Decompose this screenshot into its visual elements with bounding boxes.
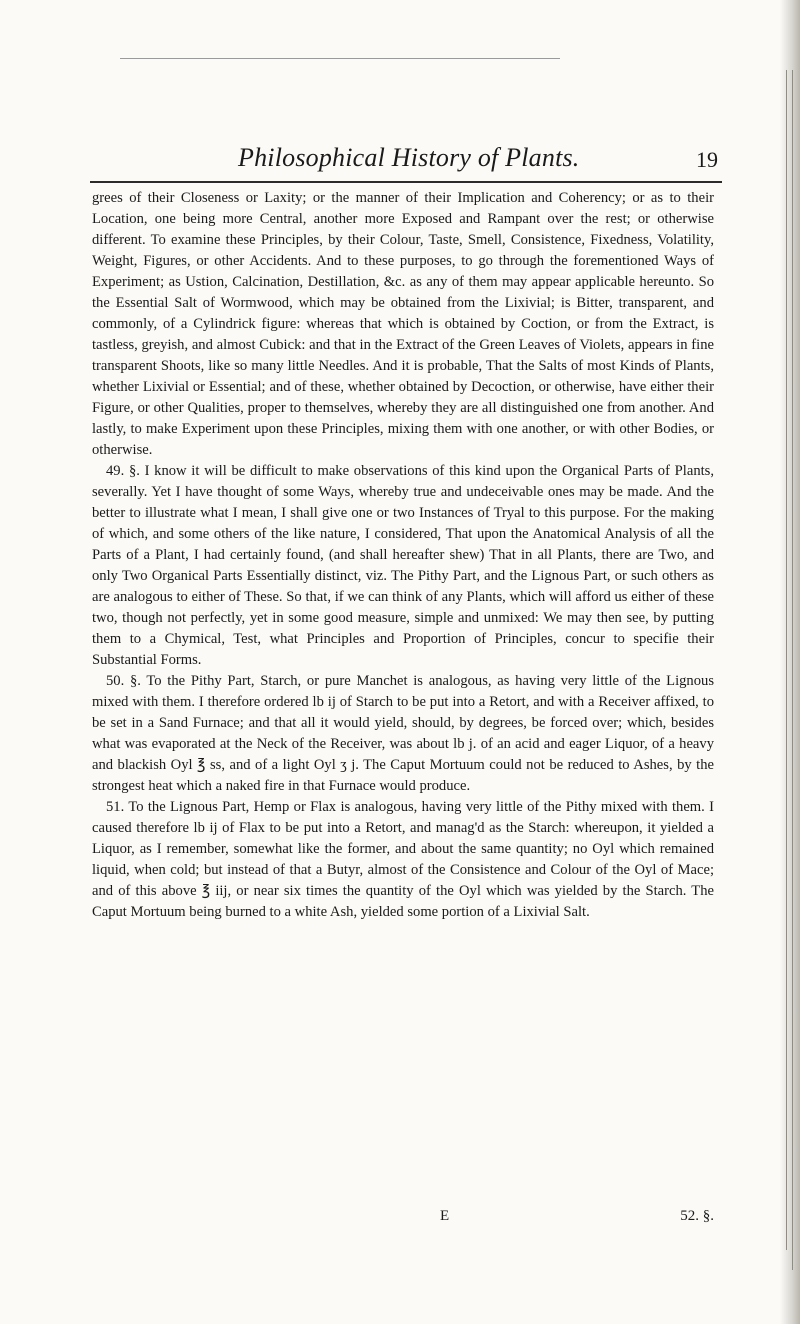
running-head: Philosophical History of Plants. (238, 143, 580, 172)
paragraph-continuation: grees of their Closeness or Laxity; or the manner of their Implication and Coherency; or as to their Location, one being more Central, another more Exposed and Rampant over the rest; or otherwise different. To examine these Principles, by their Colour, Taste, Smell, Consistence, Fixedness, Volatility, Weight, Figures, or other Accidents. And to these purposes, to go through the forementioned Ways of Experiment; as Ustion, Calcination, Destillation, &c. as any of them may appear applicable hereunto. So the Essential Salt of Wormwood, which may be obtained from the Lixivial; is Bitter, transparent, and commonly, of a Cylindrick figure: whereas that which is obtained by Coction, or from the Extract, is tastless, greyish, and almost Cubick: and that in the Extract of the Green Leaves of Violets, appears in fine transparent Shoots, like so many little Needles. And it is probable, That the Salts of most Kinds of Plants, whether Lixivial or Essential; and of these, whether obtained by Decoction, or otherwise, have either their Figure, or other Qualities, proper to themselves, whereby they are all distinguished one from another. And lastly, to make Experiment upon these Principles, mixing them with one another, or with other Bodies, or otherwise. (92, 190, 714, 458)
body-text (92, 188, 714, 923)
edge-line (792, 70, 793, 1270)
paragraph-51: 51. To the Lignous Part, Hemp or Flax is analogous, having very little of the Pithy mixed with them. I caused therefore lb ij of Flax to be put into a Retort, and manag'd as the Starch: whereupon, it yielded a Liquor, as I remember, somewhat like the former, and about the same quantity; no Oyl which remained liquid, when cold; but instead of that a Butyr, almost of the Consistence and Colour of the Oyl of Mace; and of this above ℥ iij, or near six times the quantity of the Oyl which was yielded by the Starch. The Caput Mortuum being burned to a white Ash, yielded some portion of a Lixivial Salt. (92, 799, 714, 920)
top-rule (120, 58, 560, 59)
paragraph-50: 50. §. To the Pithy Part, Starch, or pure Manchet is analogous, as having very little of the Lignous mixed with them. I therefore ordered lb ij of Starch to be put into a Retort, and with a Receiver affixed, to be set in a Sand Furnace; and that all it would yield, should, by degrees, be forced over; which, besides what was evaporated at the Neck of the Receiver, was about lb j. of an acid and eager Liquor, of a heavy and blackish Oyl ℥ ss, and of a light Oyl ʒ j. The Caput Mortuum could not be reduced to Ashes, by the strongest heat which a naked fire in that Furnace would produce. (92, 673, 714, 794)
catchword: 52. §. (680, 1208, 714, 1224)
page-header (88, 143, 748, 179)
page-number: 19 (696, 147, 718, 172)
paragraph-49: 49. §. I know it will be difficult to make observations of this kind upon the Organical Parts of Plants, severally. Yet I have thought of some Ways, whereby true and undeceivable ones may be made. And the better to illustrate what I mean, I shall give one or two Instances of Tryal to this purpose. For the making of which, and some others of the like nature, I considered, That upon the Anatomical Analysis of all the Parts of a Plant, I had certainly found, (and shall hereafter shew) That in all Plants, there are Two, and only Two Organical Parts Essentially distinct, viz. The Pithy Part, and the Lignous Part, or such others as are analogous to either of These. So that, if we can think of any Plants, which will afford us either of these two, though not perfectly, yet in some good measure, simple and unmixed: We may then see, by putting them to a Chymical, Test, what Principles and Proportion of Principles, concur to specifie their Substantial Forms. (92, 463, 714, 668)
header-rule (90, 181, 722, 183)
signature-mark: E (440, 1208, 450, 1224)
page-edge (780, 0, 800, 1324)
page-footer (92, 1208, 714, 1232)
edge-line (786, 70, 787, 1250)
